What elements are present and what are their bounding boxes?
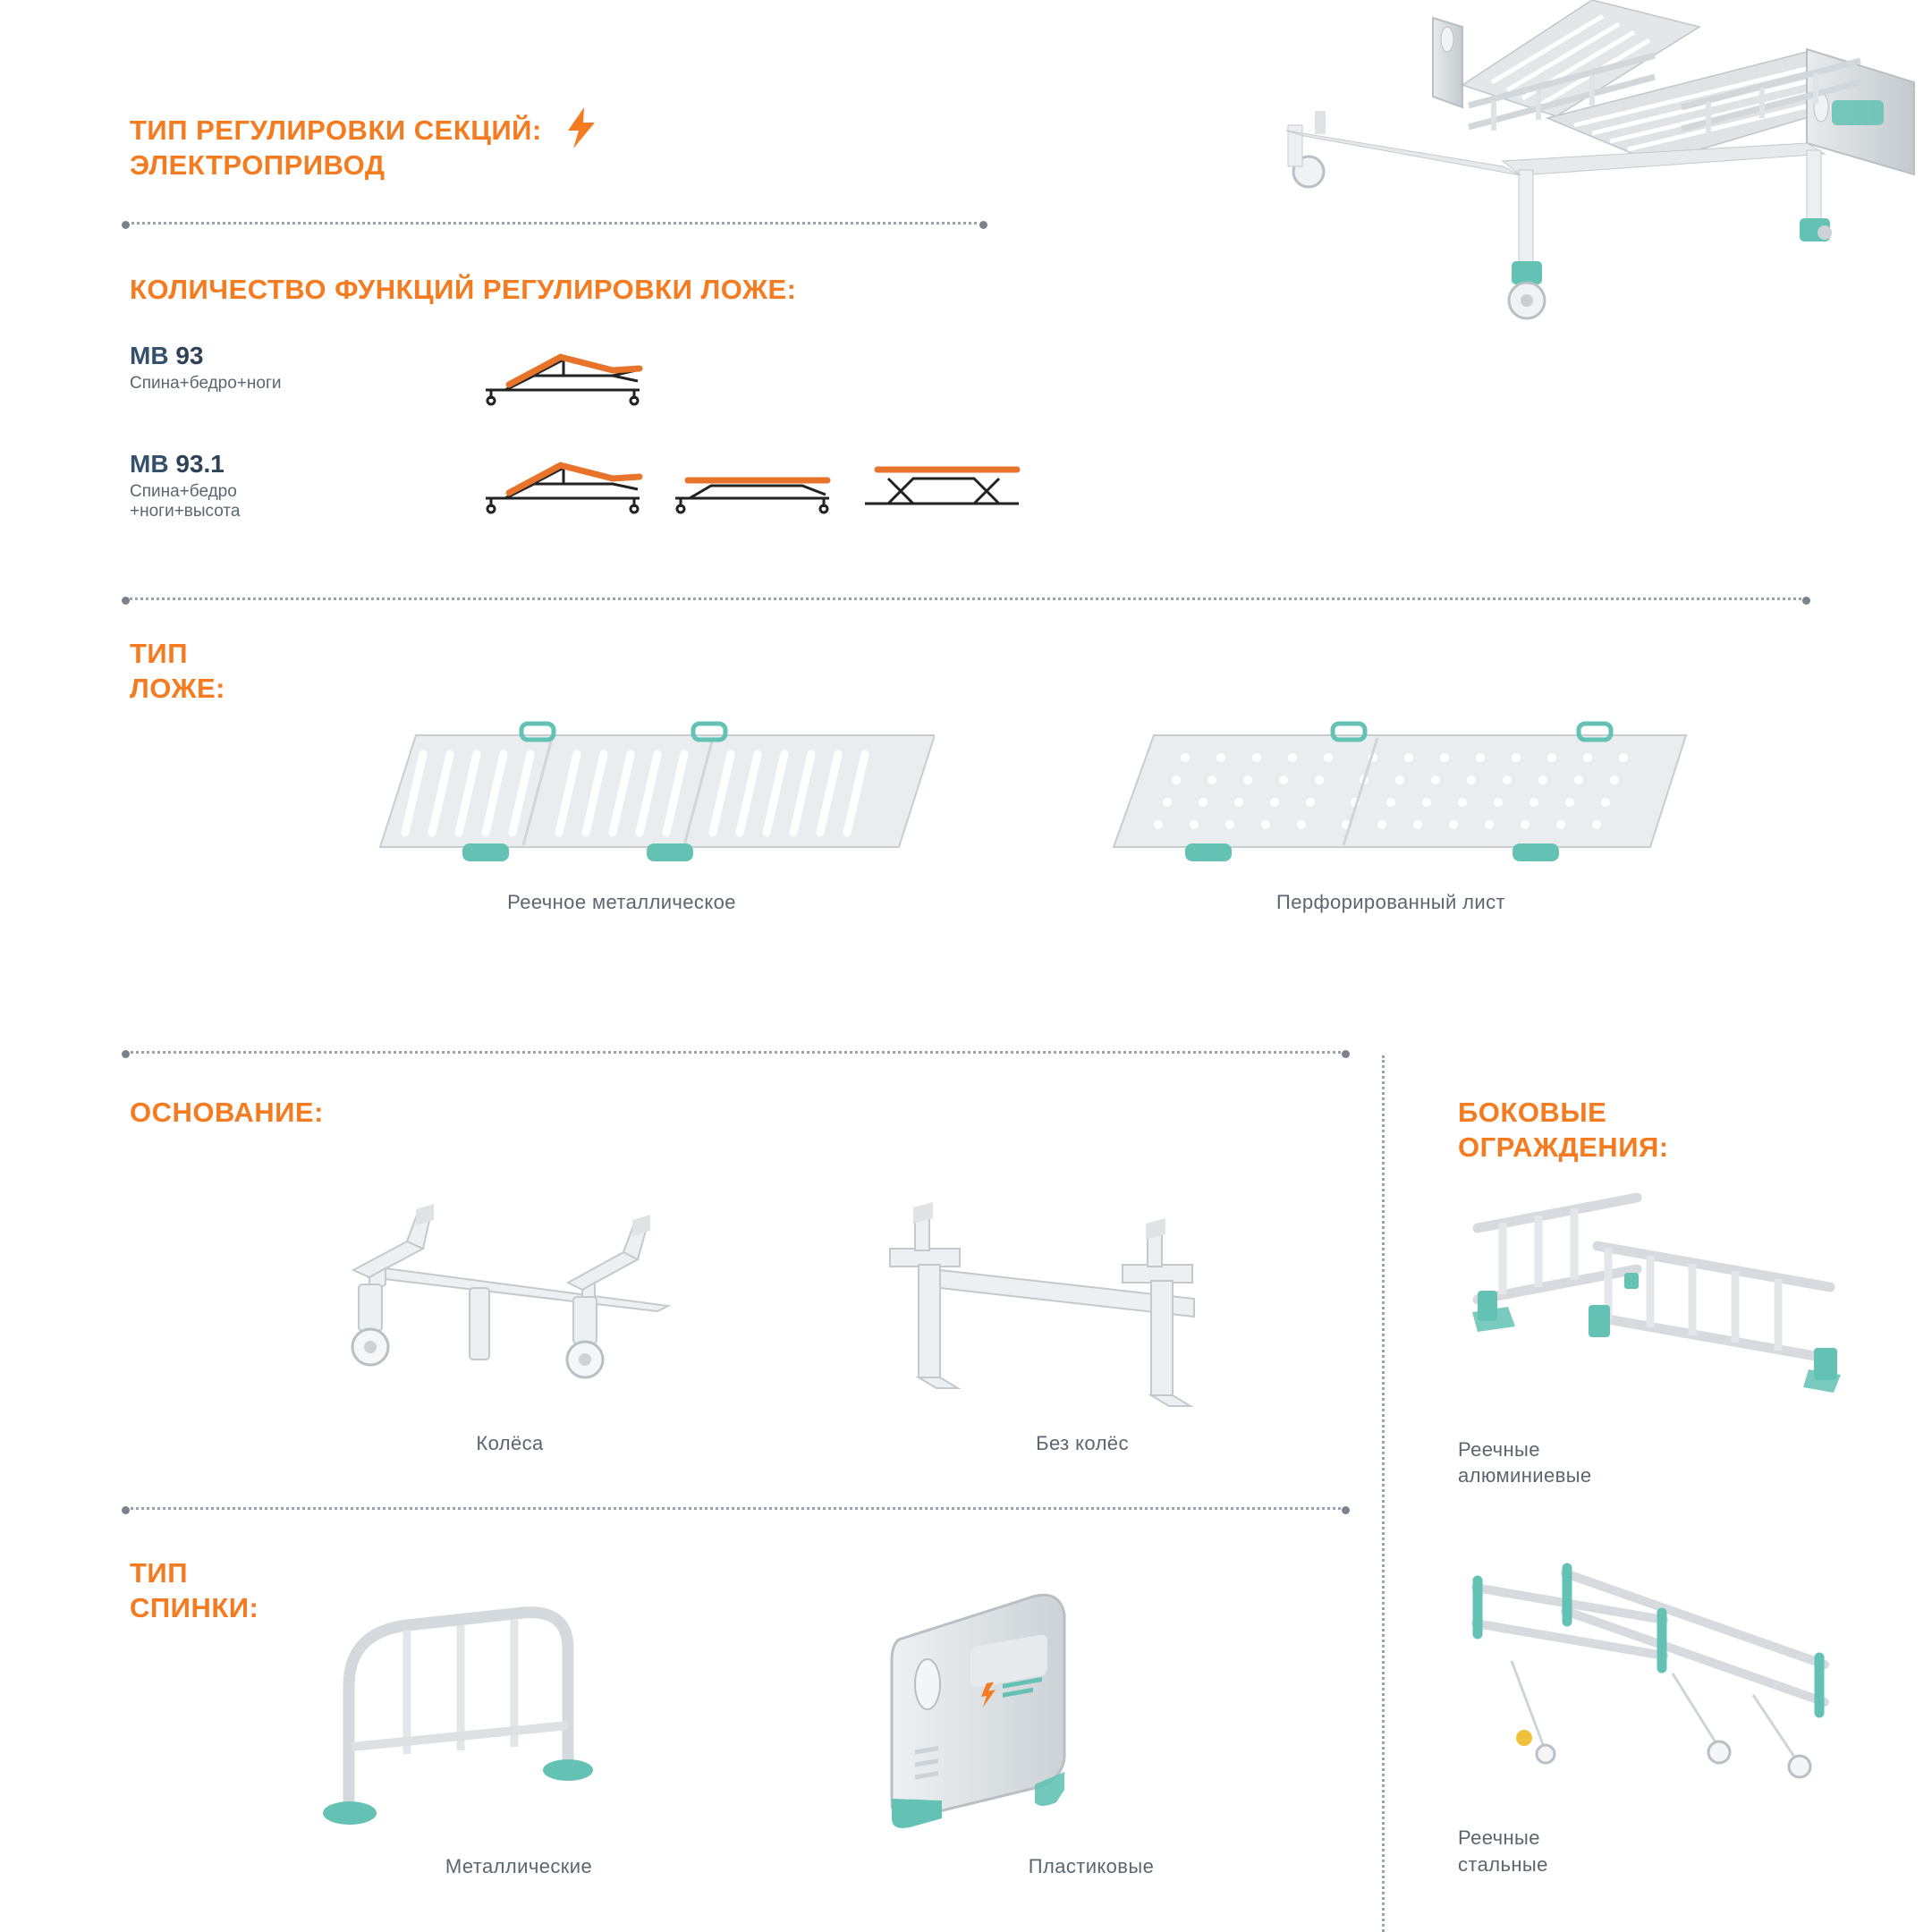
- steel-slatted-rail-icon: [1458, 1800, 1852, 1815]
- drive-type-section: [130, 107, 988, 183]
- functions-heading: КОЛИЧЕСТВО ФУНКЦИЙ РЕГУЛИРОВКИ ЛОЖЕ:: [130, 274, 797, 305]
- surface-option-slatted[interactable]: [309, 713, 935, 914]
- surface-heading-line1: ТИП: [130, 638, 188, 669]
- board-option-caption: Металлические: [445, 1855, 593, 1877]
- base-option-caption: Без колёс: [1036, 1432, 1129, 1454]
- rail-option-caption: [1458, 1825, 1887, 1877]
- bed-height-adjust-icon: [858, 443, 1028, 519]
- electric-hospital-bed-photo: [1234, 0, 1932, 411]
- surface-heading: [130, 637, 1829, 707]
- drive-type-heading-line1: ТИП РЕГУЛИРОВКИ СЕКЦИЙ:: [130, 114, 542, 146]
- function-sub-line2: +ноги+высота: [130, 502, 241, 521]
- base-option-castors[interactable]: [300, 1172, 720, 1455]
- rail-caption-line1: Реечные: [1458, 1826, 1540, 1849]
- board-option-plastic[interactable]: [872, 1579, 1310, 1878]
- surface-option-caption: Реечное металлическое: [507, 891, 736, 913]
- rails-heading-line2: ОГРАЖДЕНИЯ:: [1458, 1131, 1669, 1163]
- function-sub-label: Спина+бедро+ноги: [130, 373, 282, 393]
- divider-vertical: [1382, 1055, 1385, 1932]
- bed-flat-icon: [668, 443, 838, 519]
- divider-3: [125, 1051, 1346, 1054]
- metal-headboard-icon: [300, 1835, 738, 1851]
- rails-heading: [1458, 1096, 1887, 1165]
- side-rails-section: [1458, 1096, 1887, 1877]
- rail-option-aluminium[interactable]: [1458, 1191, 1887, 1489]
- bed-backrest-thigh-legs-icon: [479, 443, 648, 519]
- surface-heading-line2: ЛОЖЕ:: [130, 672, 225, 704]
- slatted-metal-deck-icon: [309, 862, 935, 877]
- function-prefix: MB: [130, 341, 169, 369]
- board-option-metal[interactable]: [300, 1579, 738, 1878]
- function-row-mb93: [130, 342, 1114, 394]
- rail-caption-line2: стальные: [1458, 1852, 1548, 1876]
- base-option-caption: Колёса: [476, 1432, 544, 1454]
- board-heading-line1: ТИП: [130, 1557, 188, 1589]
- base-heading: ОСНОВАНИЕ:: [130, 1097, 324, 1128]
- function-model: 93: [175, 341, 204, 369]
- function-sub-line1: Спина+бедро: [130, 481, 237, 501]
- base-option-no-castors[interactable]: [872, 1172, 1292, 1455]
- rail-caption-line1: Реечные: [1458, 1437, 1540, 1461]
- rail-option-steel[interactable]: [1458, 1561, 1887, 1877]
- board-option-caption: Пластиковые: [1028, 1855, 1155, 1877]
- surface-option-caption: Перфорированный лист: [1275, 891, 1505, 913]
- divider-1: [125, 222, 984, 225]
- plastic-headboard-icon: [872, 1835, 1310, 1851]
- surface-type-section: [130, 637, 1829, 913]
- function-row-mb931: [130, 450, 1114, 523]
- function-prefix: MB: [130, 449, 169, 478]
- rails-heading-line1: БОКОВЫЕ: [1458, 1097, 1607, 1128]
- drive-type-heading: [130, 107, 988, 183]
- base-section: [130, 1096, 1346, 1454]
- aluminium-slatted-rail-icon: [1458, 1411, 1852, 1427]
- lightning-bolt-icon: [566, 107, 597, 148]
- base-with-castors-icon: [300, 1411, 720, 1426]
- rail-option-caption: [1458, 1436, 1887, 1489]
- divider-2: [125, 597, 1807, 600]
- function-model: 93.1: [175, 449, 225, 478]
- functions-section: [130, 273, 1114, 547]
- surface-option-perforated[interactable]: [1078, 713, 1704, 914]
- divider-4: [125, 1507, 1346, 1510]
- drive-type-heading-line2: ЭЛЕКТРОПРИВОД: [130, 149, 386, 181]
- perforated-sheet-deck-icon: [1078, 862, 1704, 877]
- rail-caption-line2: алюминиевые: [1458, 1464, 1592, 1487]
- bed-backrest-thigh-legs-icon: [479, 335, 648, 411]
- base-without-castors-icon: [872, 1411, 1292, 1426]
- board-heading-line2: СПИНКИ:: [130, 1591, 259, 1623]
- board-type-section: [130, 1556, 1346, 1877]
